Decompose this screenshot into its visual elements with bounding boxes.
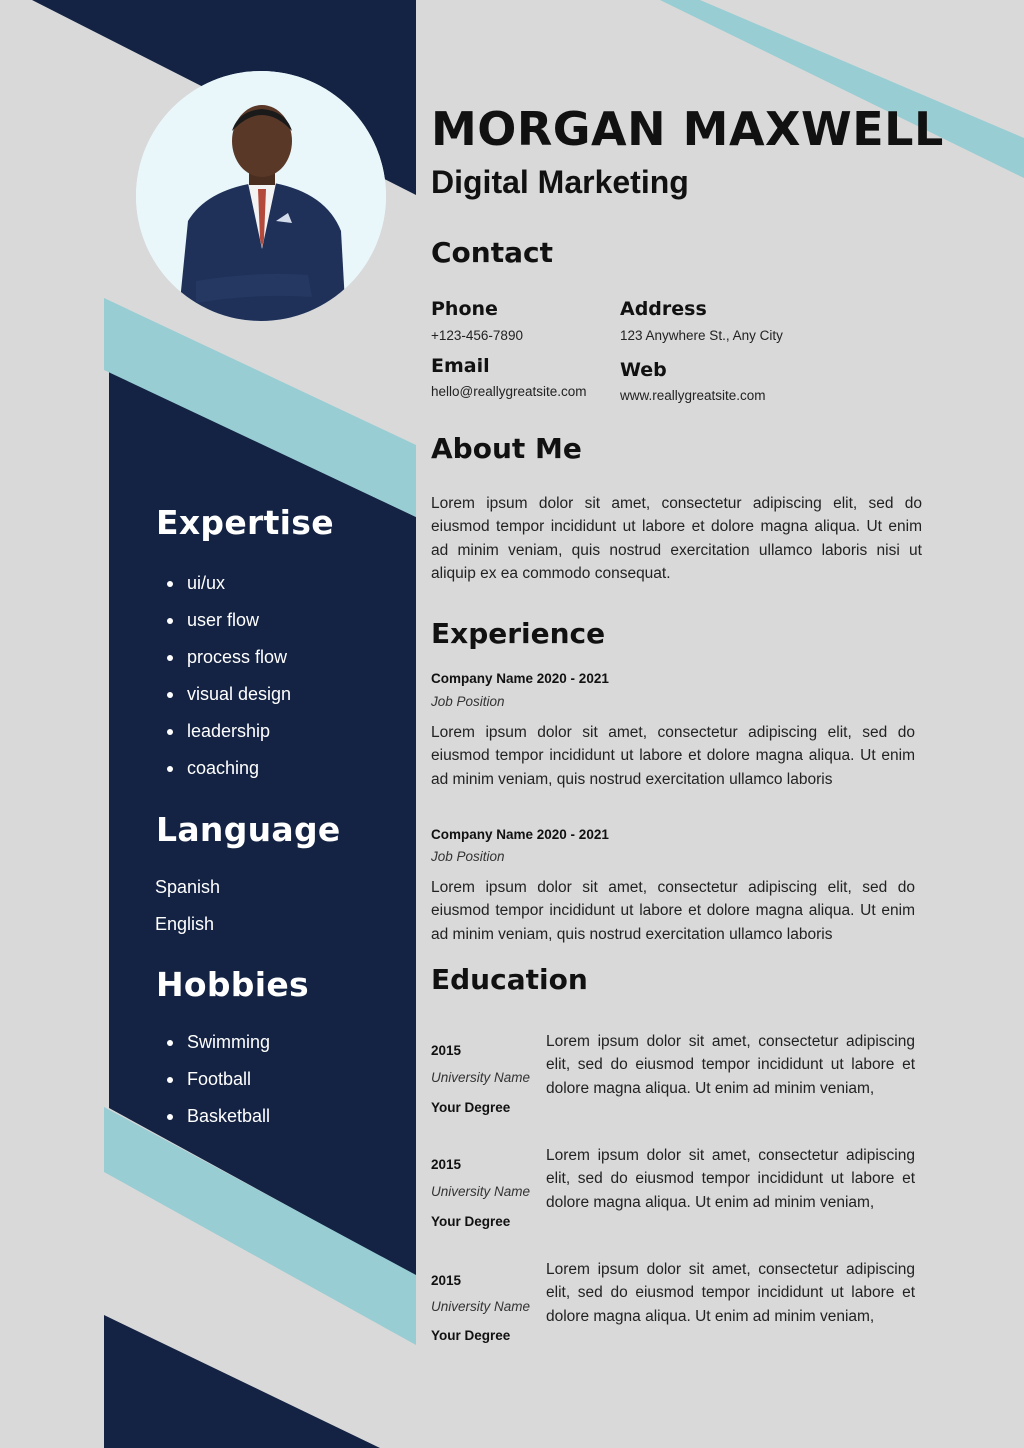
education-heading: Education	[431, 963, 588, 996]
job-description: Lorem ipsum dolor sit amet, consectetur adipiscing elit, sed do eiusmod tempor incididunt ut labore et dolore magna aliqua. Ut enim ad minim veniam, quis nostrud exercitation ullamco laboris	[431, 879, 915, 943]
about-heading: About Me	[431, 432, 582, 465]
job-position: Job Position	[431, 849, 505, 864]
phone-value: +123-456-7890	[431, 328, 523, 343]
expertise-heading: Expertise	[156, 503, 334, 542]
language-item: Spanish	[155, 877, 221, 897]
job-title: Digital Marketing	[431, 164, 689, 200]
email-value: hello@reallygreatsite.com	[431, 384, 587, 399]
education-year: 2015	[431, 1157, 462, 1172]
university-name: University Name	[431, 1184, 531, 1199]
web-value: www.reallygreatsite.com	[620, 388, 766, 403]
hobby-item: Football	[156, 1061, 270, 1098]
language-item: English	[155, 914, 215, 934]
expertise-item: coaching	[156, 750, 291, 787]
education-year: 2015	[431, 1273, 462, 1288]
university-name: University Name	[431, 1070, 531, 1085]
job-company: Company Name 2020 - 2021	[431, 827, 609, 842]
person-name: MORGAN MAXWELL	[431, 102, 944, 156]
address-value: 123 Anywhere St., Any City	[620, 328, 783, 343]
language-list	[155, 869, 220, 943]
expertise-item: ui/ux	[156, 565, 291, 602]
expertise-item: visual design	[156, 676, 291, 713]
contact-heading: Contact	[431, 236, 553, 269]
hobby-item: Basketball	[156, 1098, 270, 1135]
phone-label: Phone	[431, 298, 498, 320]
education-description: Lorem ipsum dolor sit amet, consectetur adipiscing elit, sed do eiusmod tempor incididunt ut labore et dolore magna aliqua. Ut enim ad minim veniam,	[546, 1147, 915, 1211]
degree: Your Degree	[431, 1100, 511, 1115]
language-heading: Language	[156, 810, 341, 849]
experience-heading: Experience	[431, 617, 606, 650]
email-label: Email	[431, 355, 490, 377]
degree: Your Degree	[431, 1214, 511, 1229]
expertise-item: process flow	[156, 639, 291, 676]
address-label: Address	[620, 298, 707, 320]
university-name: University Name	[431, 1299, 531, 1314]
education-year: 2015	[431, 1043, 462, 1058]
job-company: Company Name 2020 - 2021	[431, 671, 609, 686]
about-text: Lorem ipsum dolor sit amet, consectetur adipiscing elit, sed do eiusmod tempor incididunt ut labore et dolore magna aliqua. Ut enim ad minim veniam, quis nostrud exercitation ullamco laboris nisi ut aliquip ex ea commodo consequat.	[431, 495, 922, 582]
education-description: Lorem ipsum dolor sit amet, consectetur adipiscing elit, sed do eiusmod tempor incididunt ut labore et dolore magna aliqua. Ut enim ad minim veniam,	[546, 1033, 915, 1097]
profile-photo	[136, 71, 386, 321]
bottom-navy-corner	[104, 1315, 380, 1448]
job-description: Lorem ipsum dolor sit amet, consectetur adipiscing elit, sed do eiusmod tempor incididunt ut labore et dolore magna aliqua. Ut enim ad minim veniam, quis nostrud exercitation ullamco laboris	[431, 724, 915, 788]
expertise-item: user flow	[156, 602, 291, 639]
expertise-list	[156, 565, 291, 787]
degree: Your Degree	[431, 1328, 511, 1343]
hobbies-heading: Hobbies	[156, 965, 309, 1004]
web-label: Web	[620, 359, 667, 381]
education-description: Lorem ipsum dolor sit amet, consectetur adipiscing elit, sed do eiusmod tempor incididunt ut labore et dolore magna aliqua. Ut enim ad minim veniam,	[546, 1261, 915, 1325]
hobbies-list	[156, 1024, 270, 1135]
hobby-item: Swimming	[156, 1024, 270, 1061]
job-position: Job Position	[431, 694, 505, 709]
expertise-item: leadership	[156, 713, 291, 750]
